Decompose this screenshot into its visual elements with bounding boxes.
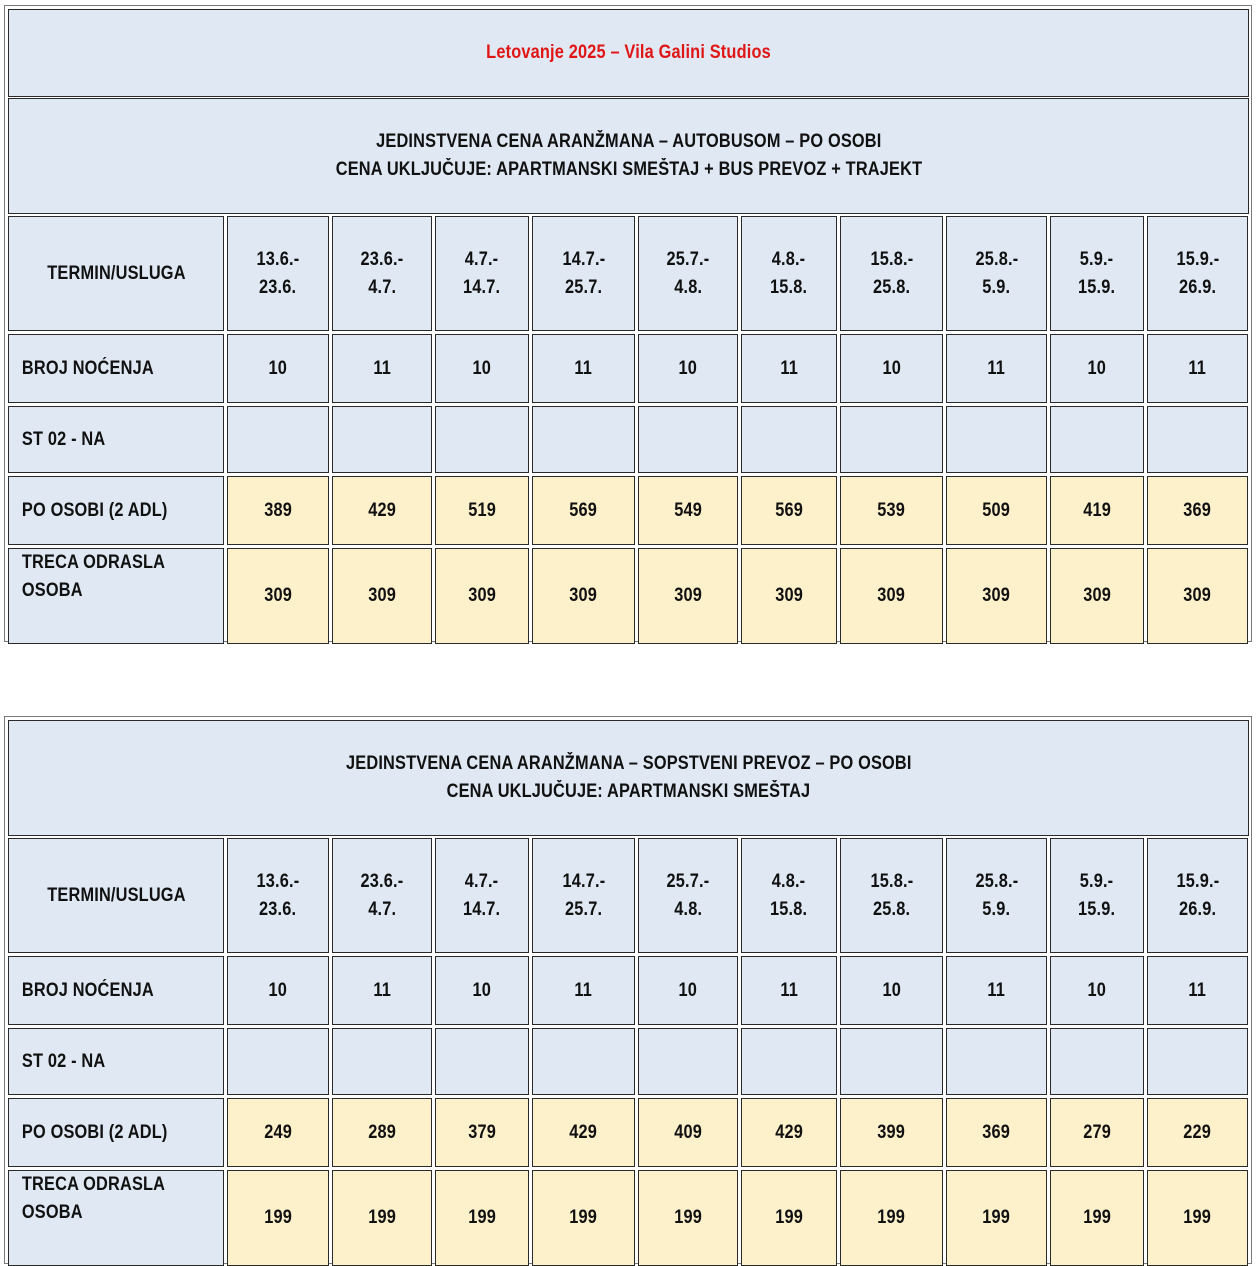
cell-value: 309 [1083,585,1111,606]
period-end: 15.9. [1078,898,1116,920]
cell-value: 419 [1083,499,1111,521]
period-end: 15.8. [770,898,808,920]
table-cell [1050,1028,1144,1095]
table-cell [435,334,529,403]
table-cell [840,1028,943,1095]
cell-value: 10 [882,357,901,379]
table-cell [946,1028,1047,1095]
cell-value: 309 [569,585,598,606]
period-header [227,838,329,953]
period-start: 13.6.- [256,870,300,892]
period-end: 4.8. [674,276,702,298]
period-end: 5.9. [982,898,1011,920]
cell-value: 11 [373,357,391,379]
table-cell [532,406,635,473]
cell-value: 309 [468,585,496,606]
period-end: 15.8. [770,276,808,298]
cell-value: 199 [1183,1207,1212,1228]
row-label-cell [8,956,224,1025]
header-label: TERMIN/USLUGA [46,884,186,906]
row-label: PO OSOBI (2 ADL) [21,1121,168,1143]
cell-value: 399 [877,1121,906,1143]
table-cell [1050,334,1144,403]
period-start: 15.9.- [1176,870,1219,892]
table-cell [1050,1098,1144,1167]
table-cell [638,1170,738,1266]
cell-value: 10 [1087,979,1107,1001]
table-cell [741,334,837,403]
cell-value: 10 [268,357,288,379]
period-end: 26.9. [1178,898,1217,920]
cell-value: 10 [1087,357,1107,379]
table-cell [946,956,1047,1025]
cell-value: 10 [472,357,492,379]
table-cell [741,406,837,473]
cell-value: 11 [574,357,593,379]
period-start: 4.8.- [772,870,806,892]
table-cell [532,956,635,1025]
table-title-cell [8,9,1249,97]
cell-value: 199 [982,1207,1011,1228]
table-cell [1147,1098,1248,1167]
period-start: 4.7.- [465,870,499,892]
table-cell [227,956,329,1025]
table-cell [227,548,329,644]
cell-value: 199 [877,1207,906,1228]
table-cell [638,406,738,473]
table-cell [435,1170,529,1266]
period-end: 23.6. [259,276,297,298]
row-label: ST 02 - NA [21,1050,106,1072]
table-cell [332,406,432,473]
cell-value: 11 [987,979,1006,1001]
row-label: ST 02 - NA [21,428,106,450]
row-label-line-1: TRECA ODRASLA [21,1174,166,1195]
cell-value: 519 [468,499,496,521]
cell-value: 309 [775,585,803,606]
table-cell [946,1170,1047,1266]
cell-value: 249 [264,1121,292,1143]
row-label-line-2: OSOBA [21,1202,83,1223]
cell-value: 309 [674,585,702,606]
cell-value: 539 [877,499,906,521]
period-start: 23.6.- [360,248,404,270]
period-start: 25.7.- [666,248,710,270]
cell-value: 11 [780,979,798,1001]
table-cell [332,476,432,545]
cell-value: 11 [1188,357,1207,379]
row-label-cell [8,406,224,473]
table-cell [435,406,529,473]
cell-value: 509 [982,499,1011,521]
table-cell [435,1098,529,1167]
period-end: 4.7. [368,276,396,298]
table-cell [435,1028,529,1095]
table-cell [946,548,1047,644]
cell-value: 389 [264,499,292,521]
caption-cell [8,720,1249,836]
row-label-cell [8,548,224,644]
table-title: Letovanje 2025 – Vila Galini Studios [486,42,771,63]
cell-value: 309 [1183,585,1212,606]
table-cell [532,1170,635,1266]
period-header [1050,216,1144,331]
period-end: 15.9. [1078,276,1116,298]
period-header [638,838,738,953]
period-end: 5.9. [982,276,1011,298]
caption-line-1: JEDINSTVENA CENA ARANŽMANA – AUTOBUSOM – PO OSOBI [375,131,882,152]
header-label-cell [8,216,224,331]
cell-value: 429 [775,1121,803,1143]
table-cell [638,956,738,1025]
cell-value: 10 [268,979,288,1001]
period-header [741,216,837,331]
cell-value: 10 [882,979,901,1001]
period-end: 25.7. [564,276,603,298]
cell-value: 289 [368,1121,396,1143]
caption-line-2: CENA UKLJUČUJE: APARTMANSKI SMEŠTAJ [446,781,811,802]
period-header [532,838,635,953]
row-label-cell [8,476,224,545]
table-cell [1147,1028,1248,1095]
table-cell [741,1028,837,1095]
table-cell [532,548,635,644]
cell-value: 309 [264,585,292,606]
row-label-cell [8,1028,224,1095]
period-header [332,838,432,953]
table-cell [741,476,837,545]
period-start: 5.9.- [1080,248,1114,270]
table-cell [1050,548,1144,644]
period-header [741,838,837,953]
table-cell [332,956,432,1025]
table-cell [840,548,943,644]
table-cell [227,476,329,545]
table-cell [946,334,1047,403]
table-cell [532,1028,635,1095]
caption-cell [8,98,1249,214]
cell-value: 369 [1183,499,1212,521]
row-label-line-1: TRECA ODRASLA [21,552,166,573]
cell-value: 549 [674,499,702,521]
row-label: PO OSOBI (2 ADL) [21,499,168,521]
period-start: 5.9.- [1080,870,1114,892]
period-header [840,838,943,953]
period-start: 15.9.- [1176,248,1219,270]
row-label: BROJ NOĆENJA [21,979,154,1001]
cell-value: 199 [569,1207,598,1228]
table-cell [638,1028,738,1095]
cell-value: 11 [1188,979,1207,1001]
cell-value: 369 [982,1121,1011,1143]
table-cell [638,476,738,545]
period-header [532,216,635,331]
period-start: 15.8.- [870,870,913,892]
row-label: BROJ NOĆENJA [21,357,154,379]
table-cell [741,1170,837,1266]
cell-value: 10 [678,979,698,1001]
table-cell [638,334,738,403]
table-cell [840,956,943,1025]
table-cell [227,1028,329,1095]
table-cell [1147,548,1248,644]
period-header [1147,838,1248,953]
period-start: 23.6.- [360,870,404,892]
caption-line-2: CENA UKLJUČUJE: APARTMANSKI SMEŠTAJ + BUS PREVOZ + TRAJEKT [335,159,922,180]
cell-value: 10 [678,357,698,379]
cell-value: 199 [1083,1207,1111,1228]
period-start: 4.8.- [772,248,806,270]
table-cell [227,1098,329,1167]
table-cell [532,334,635,403]
cell-value: 279 [1083,1121,1111,1143]
period-header [435,216,529,331]
cell-value: 11 [373,979,391,1001]
table-cell [1050,1170,1144,1266]
cell-value: 199 [468,1207,496,1228]
table-cell [532,1098,635,1167]
period-end: 14.7. [463,898,501,920]
period-header [435,838,529,953]
table-cell [1050,406,1144,473]
price-table-own-transport [4,716,1252,1264]
cell-value: 309 [877,585,906,606]
cell-value: 569 [569,499,598,521]
table-cell [1147,406,1248,473]
period-header [840,216,943,331]
table-cell [227,406,329,473]
cell-value: 429 [368,499,396,521]
period-start: 25.8.- [975,248,1018,270]
cell-value: 379 [468,1121,496,1143]
period-end: 4.8. [674,898,702,920]
period-start: 14.7.- [562,248,605,270]
period-header [946,216,1047,331]
table-cell [1147,1170,1248,1266]
period-start: 25.8.- [975,870,1018,892]
table-cell [332,334,432,403]
table-cell [1050,476,1144,545]
period-start: 14.7.- [562,870,605,892]
cell-value: 11 [780,357,798,379]
table-cell [1147,334,1248,403]
cell-value: 309 [368,585,396,606]
cell-value: 309 [982,585,1011,606]
table-cell [332,1028,432,1095]
table-cell [435,956,529,1025]
period-start: 4.7.- [465,248,499,270]
table-cell [946,1098,1047,1167]
table-cell [741,548,837,644]
row-label-line-2: OSOBA [21,580,83,601]
table-cell [1147,476,1248,545]
cell-value: 569 [775,499,803,521]
cell-value: 199 [775,1207,803,1228]
period-header [1147,216,1248,331]
period-end: 25.7. [564,898,603,920]
period-end: 26.9. [1178,276,1217,298]
table-cell [840,334,943,403]
period-start: 13.6.- [256,248,300,270]
table-cell [946,476,1047,545]
row-label-cell [8,1098,224,1167]
table-cell [227,1170,329,1266]
period-header [227,216,329,331]
period-end: 4.7. [368,898,396,920]
row-label-cell [8,1170,224,1266]
table-cell [532,476,635,545]
period-end: 25.8. [872,276,911,298]
header-label-cell [8,838,224,953]
table-cell [840,476,943,545]
table-cell [840,406,943,473]
table-cell [435,476,529,545]
table-cell [332,1098,432,1167]
table-cell [1147,956,1248,1025]
cell-value: 11 [987,357,1006,379]
table-cell [741,956,837,1025]
period-start: 25.7.- [666,870,710,892]
cell-value: 429 [569,1121,598,1143]
period-header [946,838,1047,953]
cell-value: 229 [1183,1121,1212,1143]
table-cell [638,1098,738,1167]
table-cell [332,1170,432,1266]
period-end: 23.6. [259,898,297,920]
header-label: TERMIN/USLUGA [46,262,186,284]
row-label-cell [8,334,224,403]
cell-value: 199 [368,1207,396,1228]
table-cell [332,548,432,644]
price-table-bus [4,5,1252,642]
period-header [638,216,738,331]
cell-value: 199 [674,1207,702,1228]
table-cell [435,548,529,644]
period-header [1050,838,1144,953]
table-cell [946,406,1047,473]
table-cell [840,1098,943,1167]
table-cell [1050,956,1144,1025]
period-header [332,216,432,331]
table-cell [840,1170,943,1266]
period-start: 15.8.- [870,248,913,270]
period-end: 14.7. [463,276,501,298]
caption-line-1: JEDINSTVENA CENA ARANŽMANA – SOPSTVENI PREVOZ – PO OSOBI [345,753,912,774]
cell-value: 409 [674,1121,702,1143]
cell-value: 199 [264,1207,292,1228]
table-cell [227,334,329,403]
period-end: 25.8. [872,898,911,920]
cell-value: 10 [472,979,492,1001]
table-cell [741,1098,837,1167]
cell-value: 11 [574,979,593,1001]
table-cell [638,548,738,644]
